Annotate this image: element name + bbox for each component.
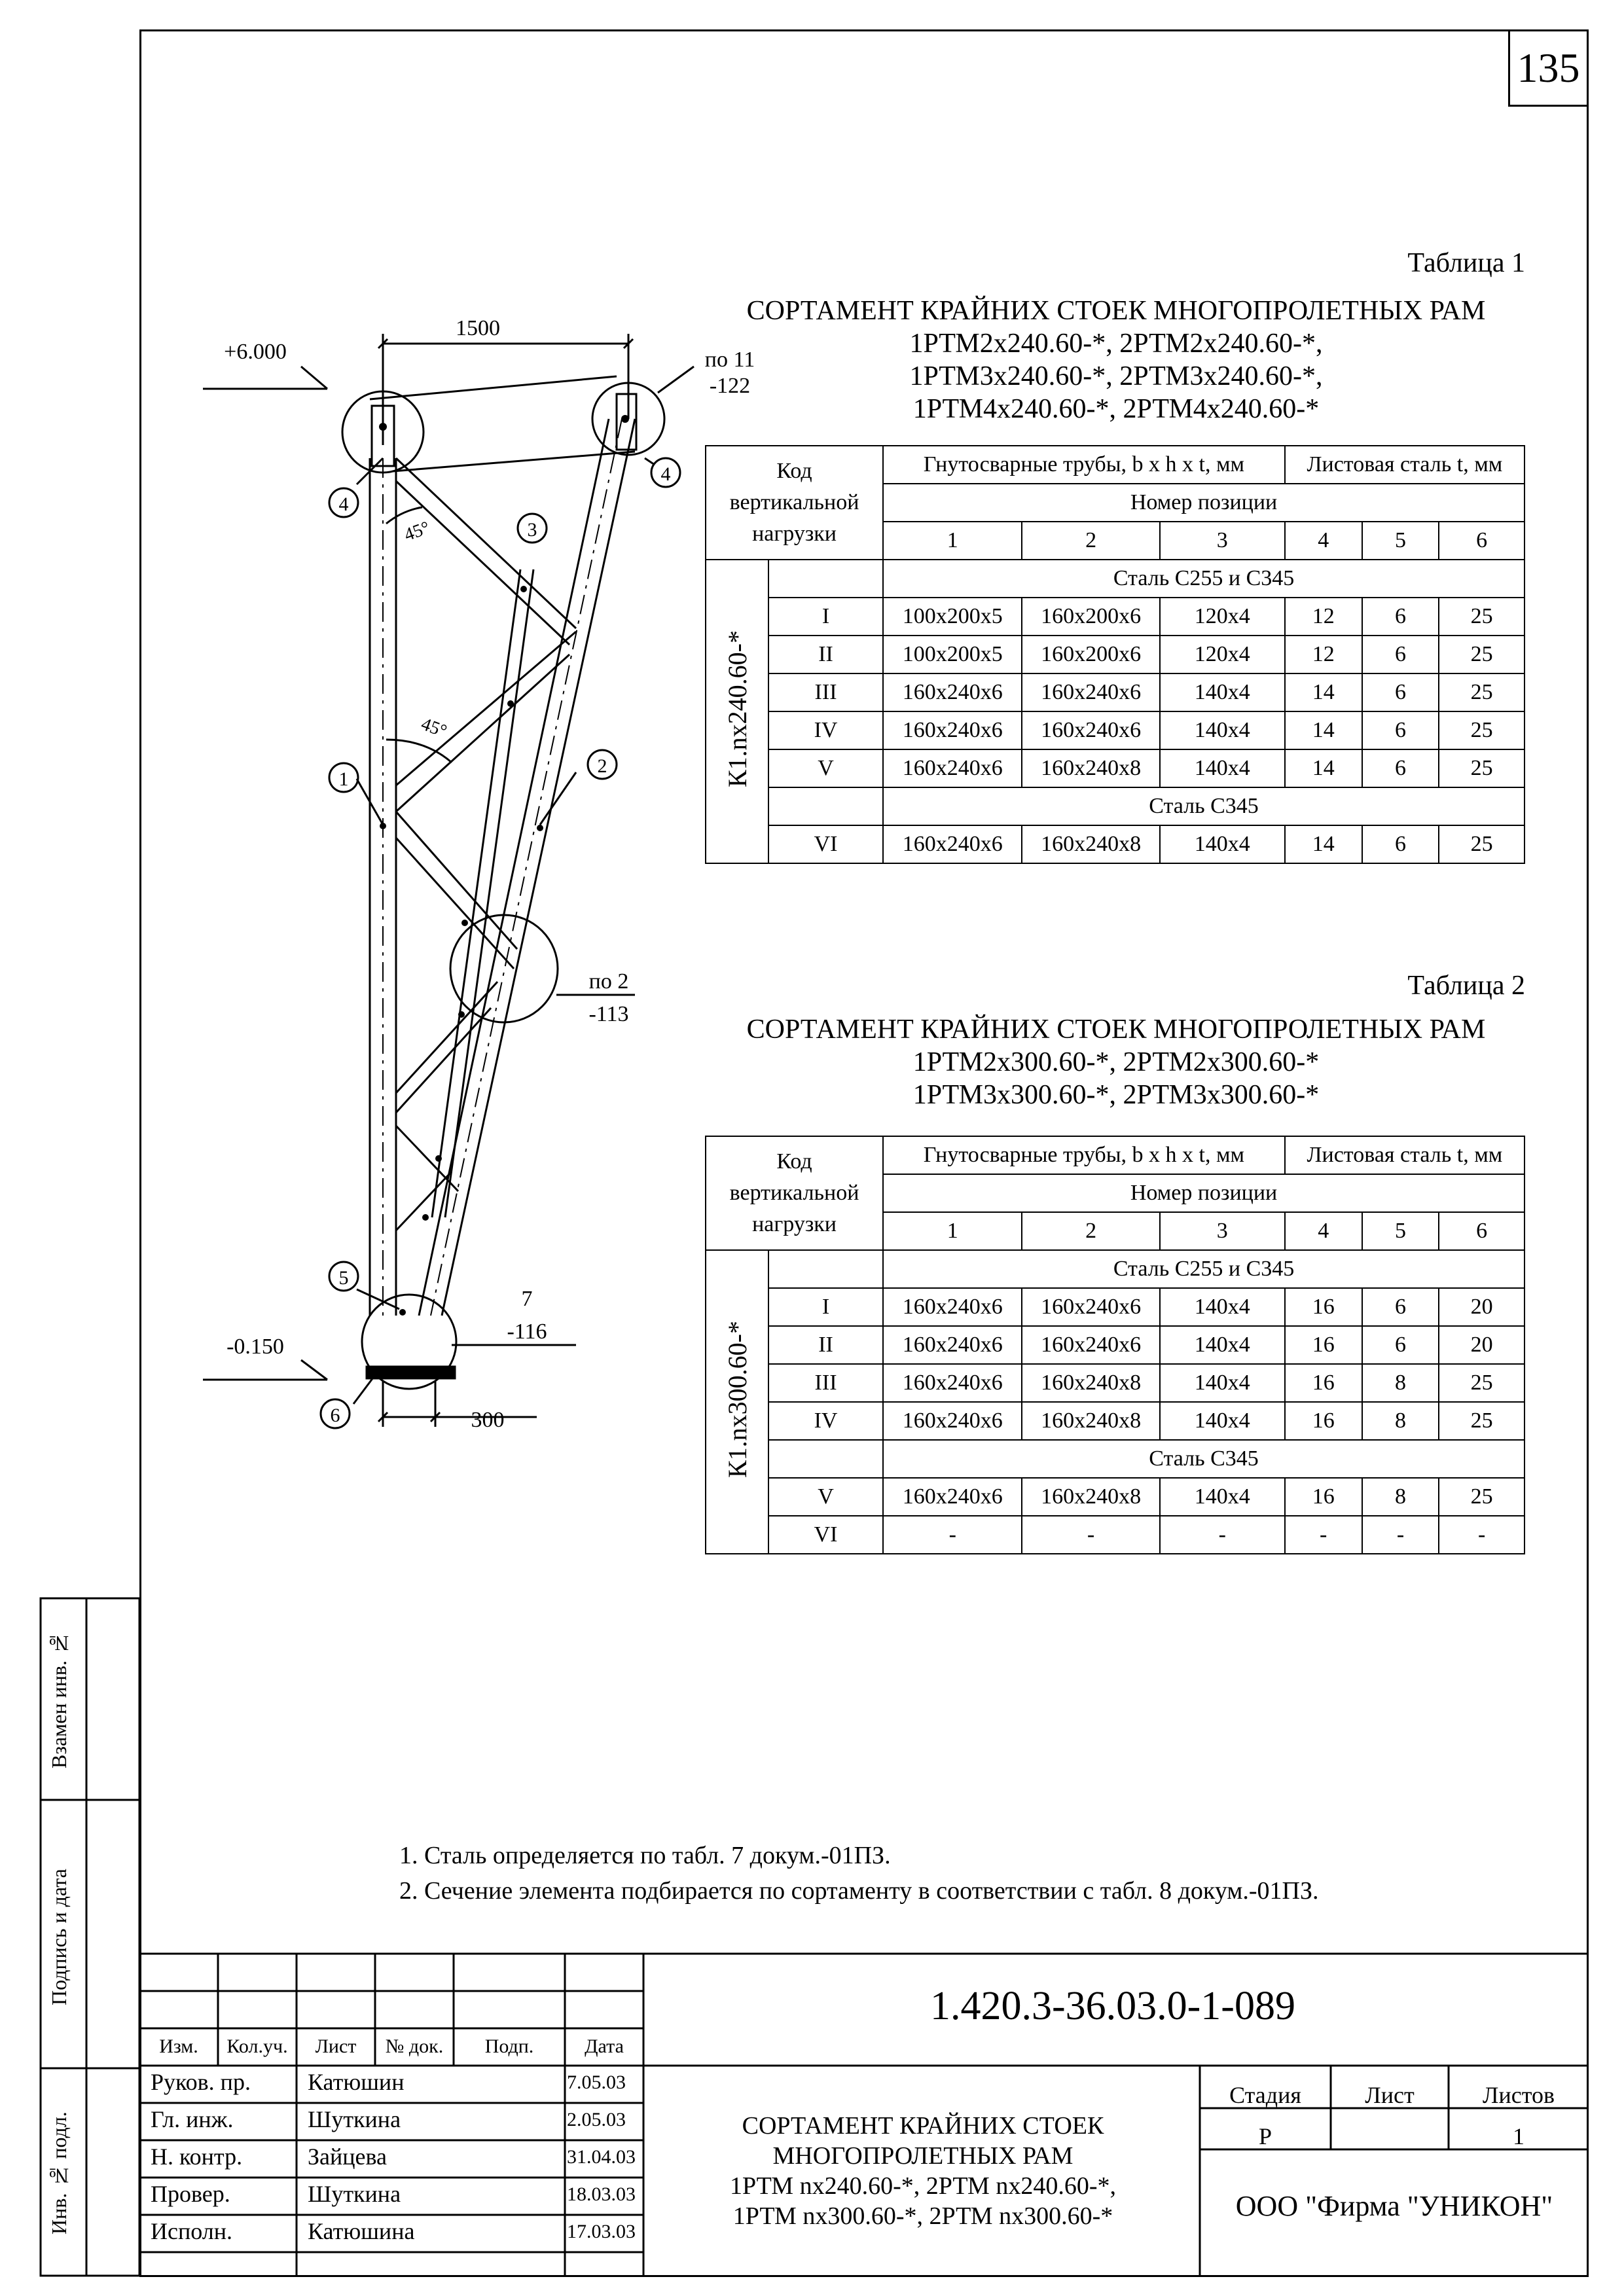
table1-cell: III <box>768 673 883 711</box>
table2-title-line: СОРТАМЕНТ КРАЙНИХ СТОЕК МНОГОПРОЛЕТНЫХ РАМ <box>746 1014 1486 1045</box>
table2-cell: 140х4 <box>1160 1402 1285 1440</box>
tb-title-line: МНОГОПРОЛЕТНЫХ РАМ <box>772 2142 1074 2170</box>
note-item: 2. Сечение элемента подбирается по сортаменту в соответствии с табл. 8 докум.-01ПЗ. <box>399 1877 1319 1905</box>
table2-cell: - <box>1439 1516 1525 1554</box>
table2-cell: - <box>1362 1516 1439 1554</box>
col-head-doc: № док. <box>385 2036 444 2057</box>
table2-cell: 25 <box>1439 1364 1525 1402</box>
col-head-date: Дата <box>585 2036 624 2057</box>
table1-head-code: Код вертикальной нагрузки <box>706 446 883 560</box>
table1-title <box>704 295 1525 425</box>
table-row <box>706 1402 1525 1440</box>
table2-cell: I <box>768 1288 883 1326</box>
callout-2: 2 <box>597 755 607 777</box>
table1-cell: 160х240х6 <box>883 673 1022 711</box>
name-3: Зайцева <box>308 2144 388 2170</box>
table1-cell: 140х4 <box>1160 673 1285 711</box>
sheets-value: 1 <box>1513 2123 1525 2149</box>
col-head-sign: Подп. <box>484 2036 534 2057</box>
table2-cell: 16 <box>1285 1326 1362 1364</box>
table1-title-line: СОРТАМЕНТ КРАЙНИХ СТОЕК МНОГОПРОЛЕТНЫХ РАМ <box>746 296 1486 326</box>
table2-head-tubes: Гнутосварные трубы, b x h x t, мм <box>883 1136 1285 1174</box>
side-label-signature: Подпись и дата <box>47 1869 71 2006</box>
table1-cell: 160х240х8 <box>1022 825 1159 863</box>
table1-cell: 12 <box>1285 636 1362 673</box>
dim-top: 1500 <box>456 316 500 340</box>
table-row <box>706 825 1525 863</box>
ref-top: по 11 <box>704 348 755 372</box>
table1-cell: 160х240х6 <box>1022 673 1159 711</box>
table2-cell: 140х4 <box>1160 1326 1285 1364</box>
table1-pos: 5 <box>1362 522 1439 560</box>
table2-cell: 6 <box>1362 1326 1439 1364</box>
role-3: Н. контр. <box>151 2144 243 2170</box>
table1-cell: 100х200х5 <box>883 598 1022 636</box>
table1-cell: 6 <box>1362 825 1439 863</box>
table2-title-line: 1РТМ3х300.60-*, 2РТМ3х300.60-* <box>912 1080 1320 1110</box>
table1-group <box>706 560 768 863</box>
tb-title-line: 1РТМ nх240.60-*, 2РТМ nх240.60-*, <box>729 2172 1116 2200</box>
table1-caption: Таблица 1 <box>1407 248 1525 278</box>
table2-cell: III <box>768 1364 883 1402</box>
table-row <box>706 1364 1525 1402</box>
table2-head-pos: Номер позиции <box>883 1174 1525 1212</box>
tb-title-line: СОРТАМЕНТ КРАЙНИХ СТОЕК <box>742 2112 1104 2140</box>
table1-head-sheet: Листовая сталь t, мм <box>1285 446 1525 484</box>
table1-cell: VI <box>768 825 883 863</box>
name-4: Шуткина <box>308 2181 401 2207</box>
table2-cell: 160х240х6 <box>883 1478 1022 1516</box>
table1-cell: 14 <box>1285 749 1362 787</box>
elev-bottom: -0.150 <box>226 1335 284 1359</box>
table1-cell: 6 <box>1362 673 1439 711</box>
table1-cell: 6 <box>1362 636 1439 673</box>
role-1: Руков. пр. <box>151 2069 251 2095</box>
table2-cell: 160х240х8 <box>1022 1364 1159 1402</box>
table2-steel2: Сталь С345 <box>883 1440 1525 1478</box>
sheets-head: Листов <box>1483 2082 1555 2108</box>
table1-cell: I <box>768 598 883 636</box>
table2-cell: 16 <box>1285 1402 1362 1440</box>
table1-cell: II <box>768 636 883 673</box>
table2-cell: 20 <box>1439 1326 1525 1364</box>
table2-cell: 160х240х6 <box>1022 1326 1159 1364</box>
table-row <box>706 1478 1525 1516</box>
table1-pos: 1 <box>883 522 1022 560</box>
table2-cell: 160х240х6 <box>883 1364 1022 1402</box>
table2-pos: 5 <box>1362 1212 1439 1250</box>
table2-pos: 1 <box>883 1212 1022 1250</box>
table1-pos: 6 <box>1439 522 1525 560</box>
table2-head-code: Код вертикальной нагрузки <box>706 1136 883 1250</box>
callout-4a: 4 <box>338 493 349 515</box>
table1-cell: 14 <box>1285 673 1362 711</box>
table1-cell: 160х240х6 <box>883 711 1022 749</box>
date-3: 31.04.03 <box>567 2146 636 2168</box>
table1-head-tubes: Гнутосварные трубы, b x h x t, мм <box>883 446 1285 484</box>
table2-pos: 3 <box>1160 1212 1285 1250</box>
col-head-list: Лист <box>315 2036 357 2057</box>
table1-cell: 6 <box>1362 598 1439 636</box>
ref-bot-sheet: -116 <box>507 1319 547 1344</box>
table1-cell: 160х200х6 <box>1022 598 1159 636</box>
callout-5: 5 <box>338 1267 349 1289</box>
note-item: 1. Сталь определяется по табл. 7 докум.-01ПЗ. <box>399 1842 891 1869</box>
date-5: 17.03.03 <box>567 2221 636 2242</box>
doc-code: 1.420.3-36.03.0-1-089 <box>930 1984 1295 2028</box>
page-number: 135 <box>1508 29 1589 107</box>
table2-cell: 8 <box>1362 1478 1439 1516</box>
table2-title <box>707 1013 1525 1111</box>
name-2: Шуткина <box>308 2106 401 2132</box>
table1-cell: 25 <box>1439 598 1525 636</box>
table-row <box>706 749 1525 787</box>
ref-top-sheet: -122 <box>709 374 751 398</box>
stage-head: Стадия <box>1229 2082 1301 2108</box>
table1-title-line: 1РТМ3х240.60-*, 2РТМ3х240.60-*, <box>909 361 1323 391</box>
table2-cell: VI <box>768 1516 883 1554</box>
table2-cell: 160х240х8 <box>1022 1478 1159 1516</box>
callout-1: 1 <box>338 768 349 790</box>
stage-value: Р <box>1258 2123 1272 2149</box>
col-head-izm: Изм. <box>159 2036 198 2057</box>
table1-cell: 6 <box>1362 749 1439 787</box>
table2-cell: 160х240х6 <box>1022 1288 1159 1326</box>
table1 <box>705 445 1525 864</box>
table1-pos: 4 <box>1285 522 1362 560</box>
table1-cell: 140х4 <box>1160 711 1285 749</box>
date-4: 18.03.03 <box>567 2183 636 2205</box>
table1-cell: 6 <box>1362 711 1439 749</box>
role-5: Исполн. <box>151 2218 232 2244</box>
table1-cell: 14 <box>1285 711 1362 749</box>
table2-pos: 6 <box>1439 1212 1525 1250</box>
role-2: Гл. инж. <box>151 2106 234 2132</box>
dim-bottom: 300 <box>471 1408 505 1432</box>
table1-cell: 25 <box>1439 749 1525 787</box>
table2-group <box>706 1250 768 1554</box>
elev-top: +6.000 <box>224 340 287 364</box>
notes <box>399 1838 1512 1909</box>
table1-pos: 2 <box>1022 522 1159 560</box>
company-name: ООО "Фирма "УНИКОН" <box>1235 2190 1553 2222</box>
name-1: Катюшин <box>308 2069 405 2095</box>
table1-title-line: 1РТМ4х240.60-*, 2РТМ4х240.60-* <box>912 394 1320 424</box>
table1-cell: V <box>768 749 883 787</box>
table2-head-sheet: Листовая сталь t, мм <box>1285 1136 1525 1174</box>
table2-cell: - <box>1160 1516 1285 1554</box>
table2-title-line: 1РТМ2х300.60-*, 2РТМ2х300.60-* <box>912 1047 1320 1077</box>
table1-cell: 25 <box>1439 711 1525 749</box>
table2-cell: - <box>1285 1516 1362 1554</box>
table1-cell: 160х200х6 <box>1022 636 1159 673</box>
table-row <box>706 673 1525 711</box>
table1-head-pos: Номер позиции <box>883 484 1525 522</box>
table-row <box>706 636 1525 673</box>
table2-cell: 8 <box>1362 1402 1439 1440</box>
table1-steel1: Сталь С255 и С345 <box>883 560 1525 598</box>
table1-steel2: Сталь С345 <box>883 787 1525 825</box>
table2-caption: Таблица 2 <box>1407 971 1525 1001</box>
table2-cell: 160х240х6 <box>883 1326 1022 1364</box>
col-head-kol: Кол.уч. <box>226 2036 288 2057</box>
table2-cell: 16 <box>1285 1364 1362 1402</box>
role-4: Провер. <box>151 2181 230 2207</box>
callout-6: 6 <box>330 1405 340 1426</box>
table2-cell: 160х240х8 <box>1022 1402 1159 1440</box>
date-1: 7.05.03 <box>567 2072 626 2093</box>
table2-cell: 140х4 <box>1160 1288 1285 1326</box>
name-5: Катюшина <box>308 2218 415 2244</box>
table2-cell: 6 <box>1362 1288 1439 1326</box>
ref-bot: 7 <box>521 1287 533 1311</box>
callout-4b: 4 <box>660 463 671 485</box>
table-row <box>706 711 1525 749</box>
table2-cell: 140х4 <box>1160 1478 1285 1516</box>
table2-cell: 25 <box>1439 1402 1525 1440</box>
tb-title-line: 1РТМ nх300.60-*, 2РТМ nх300.60-* <box>732 2202 1113 2230</box>
table2 <box>705 1136 1525 1554</box>
tb-title <box>648 2111 1198 2231</box>
table1-cell: 120х4 <box>1160 598 1285 636</box>
table1-cell: 160х240х6 <box>883 825 1022 863</box>
table2-cell: - <box>1022 1516 1159 1554</box>
table1-group-label: К1.nх240.60-* <box>722 630 752 787</box>
table2-cell: V <box>768 1478 883 1516</box>
callout-3: 3 <box>527 519 537 541</box>
side-label-replace: Взамен инв. № <box>47 1631 71 1769</box>
table1-cell: 140х4 <box>1160 749 1285 787</box>
table2-cell: 25 <box>1439 1478 1525 1516</box>
table1-cell: IV <box>768 711 883 749</box>
table1-cell: 120х4 <box>1160 636 1285 673</box>
table-row <box>706 1288 1525 1326</box>
table-row <box>706 598 1525 636</box>
table2-cell: 16 <box>1285 1478 1362 1516</box>
table1-cell: 140х4 <box>1160 825 1285 863</box>
sheet-head: Лист <box>1365 2082 1415 2108</box>
table2-cell: IV <box>768 1402 883 1440</box>
table2-cell: - <box>883 1516 1022 1554</box>
table1-cell: 25 <box>1439 673 1525 711</box>
table1-cell: 14 <box>1285 825 1362 863</box>
table1-title-line: 1РТМ2х240.60-*, 2РТМ2х240.60-*, <box>909 329 1323 359</box>
side-label-inventory: Инв. № подл. <box>47 2111 71 2234</box>
table2-cell: 160х240х6 <box>883 1402 1022 1440</box>
table1-cell: 160х240х8 <box>1022 749 1159 787</box>
table1-cell: 160х240х6 <box>1022 711 1159 749</box>
table2-cell: 20 <box>1439 1288 1525 1326</box>
table2-cell: II <box>768 1326 883 1364</box>
table2-cell: 160х240х6 <box>883 1288 1022 1326</box>
table2-cell: 16 <box>1285 1288 1362 1326</box>
table-row <box>706 1516 1525 1554</box>
table2-steel1: Сталь С255 и С345 <box>883 1250 1525 1288</box>
table1-cell: 160х240х6 <box>883 749 1022 787</box>
angle-label-2: 45° <box>418 713 450 742</box>
table2-pos: 2 <box>1022 1212 1159 1250</box>
table1-cell: 25 <box>1439 636 1525 673</box>
angle-label-1: 45° <box>401 517 433 546</box>
table2-cell: 140х4 <box>1160 1364 1285 1402</box>
table1-cell: 12 <box>1285 598 1362 636</box>
ref-mid-sheet: -113 <box>588 1002 629 1026</box>
table2-cell: 8 <box>1362 1364 1439 1402</box>
table1-pos: 3 <box>1160 522 1285 560</box>
date-2: 2.05.03 <box>567 2109 626 2130</box>
table-row <box>706 1326 1525 1364</box>
table2-group-label: К1.nх300.60-* <box>722 1320 752 1478</box>
table2-pos: 4 <box>1285 1212 1362 1250</box>
table1-cell: 25 <box>1439 825 1525 863</box>
ref-mid: по 2 <box>588 969 629 994</box>
table1-cell: 100х200х5 <box>883 636 1022 673</box>
